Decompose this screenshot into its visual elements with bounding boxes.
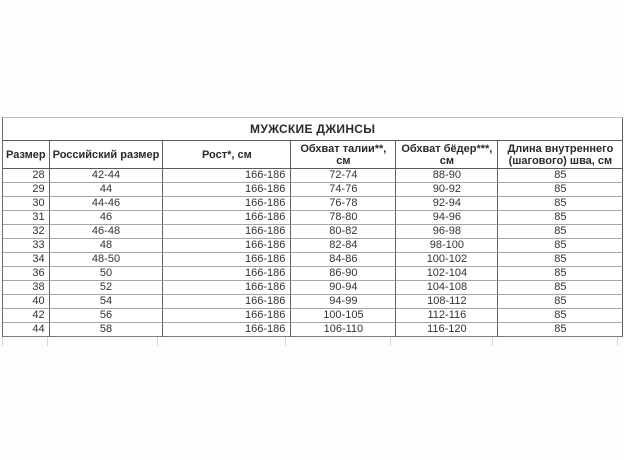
cell: 44-46: [50, 197, 164, 211]
cell: 166-186: [163, 295, 291, 309]
table-row: [3, 295, 623, 309]
cell: 166-186: [163, 267, 291, 281]
cell: 54: [50, 295, 164, 309]
table-title: МУЖСКИЕ ДЖИНСЫ: [3, 118, 623, 141]
cell: 108-112: [396, 295, 498, 309]
cell: 48-50: [50, 253, 164, 267]
cell: 56: [50, 309, 164, 323]
table-row: [3, 239, 623, 253]
cell: 74-76: [291, 183, 396, 197]
cell: 42-44: [50, 169, 164, 183]
cell: 166-186: [163, 197, 291, 211]
cell: 31: [3, 211, 50, 225]
cell: 166-186: [163, 169, 291, 183]
cell: 100-105: [291, 309, 396, 323]
cell: 104-108: [396, 281, 498, 295]
cell: 88-90: [396, 169, 498, 183]
cell: 44: [3, 323, 50, 337]
cell: 85: [498, 225, 623, 239]
cell: 80-82: [291, 225, 396, 239]
cell: 85: [498, 267, 623, 281]
cell: 92-94: [396, 197, 498, 211]
cell: 85: [498, 169, 623, 183]
grid-line-stub: [493, 337, 618, 346]
cell: 84-86: [291, 253, 396, 267]
cell: 44: [50, 183, 164, 197]
title-row: [3, 118, 623, 141]
cell: 28: [3, 169, 50, 183]
table-row: [3, 281, 623, 295]
cell: 36: [3, 267, 50, 281]
partial-next-grid-row: [2, 337, 618, 346]
table-row: [3, 183, 623, 197]
cell: 166-186: [163, 211, 291, 225]
grid-line-stub: [2, 337, 48, 346]
cell: 166-186: [163, 309, 291, 323]
cell: 82-84: [291, 239, 396, 253]
cell: 166-186: [163, 323, 291, 337]
cell: 46: [50, 211, 164, 225]
cell: 90-92: [396, 183, 498, 197]
cell: 30: [3, 197, 50, 211]
table-body: [3, 169, 623, 337]
cell: 102-104: [396, 267, 498, 281]
cell: 100-102: [396, 253, 498, 267]
table-row: [3, 267, 623, 281]
cell: 116-120: [396, 323, 498, 337]
cell: 33: [3, 239, 50, 253]
table-row: [3, 253, 623, 267]
cell: 46-48: [50, 225, 164, 239]
mens-jeans-size-table: [2, 117, 623, 337]
cell: 166-186: [163, 239, 291, 253]
column-header-size: Размер: [3, 141, 50, 169]
cell: 85: [498, 295, 623, 309]
cell: 50: [50, 267, 164, 281]
cell: 86-90: [291, 267, 396, 281]
cell: 112-116: [396, 309, 498, 323]
column-header-waist: Обхват талии**, см: [291, 141, 396, 169]
cell: 48: [50, 239, 164, 253]
table-row: [3, 225, 623, 239]
cell: 85: [498, 211, 623, 225]
cell: 85: [498, 197, 623, 211]
column-header-russian-size: Российский размер: [50, 141, 164, 169]
table-row: [3, 169, 623, 183]
cell: 94-96: [396, 211, 498, 225]
cell: 166-186: [163, 281, 291, 295]
cell: 166-186: [163, 225, 291, 239]
column-header-height: Рост*, см: [163, 141, 291, 169]
column-header-hips: Обхват бёдер***, см: [396, 141, 498, 169]
cell: 72-74: [291, 169, 396, 183]
grid-line-stub: [391, 337, 493, 346]
cell: 85: [498, 183, 623, 197]
column-header-inseam: Длина внутреннего (шагового) шва, см: [498, 141, 623, 169]
table-row: [3, 211, 623, 225]
table-row: [3, 197, 623, 211]
cell: 38: [3, 281, 50, 295]
cell: 85: [498, 323, 623, 337]
cell: 78-80: [291, 211, 396, 225]
grid-line-stub: [48, 337, 158, 346]
cell: 40: [3, 295, 50, 309]
cell: 90-94: [291, 281, 396, 295]
cell: 52: [50, 281, 164, 295]
cell: 166-186: [163, 253, 291, 267]
table-row: [3, 323, 623, 337]
cell: 85: [498, 239, 623, 253]
cell: 42: [3, 309, 50, 323]
cell: 76-78: [291, 197, 396, 211]
cell: 106-110: [291, 323, 396, 337]
cell: 98-100: [396, 239, 498, 253]
cell: 85: [498, 309, 623, 323]
cell: 85: [498, 281, 623, 295]
cell: 94-99: [291, 295, 396, 309]
grid-line-stub: [158, 337, 286, 346]
cell: 96-98: [396, 225, 498, 239]
cell: 85: [498, 253, 623, 267]
grid-line-stub: [286, 337, 391, 346]
cell: 32: [3, 225, 50, 239]
cell: 166-186: [163, 183, 291, 197]
cell: 34: [3, 253, 50, 267]
cell: 29: [3, 183, 50, 197]
cell: 58: [50, 323, 164, 337]
table-row: [3, 309, 623, 323]
header-row: [3, 141, 623, 169]
